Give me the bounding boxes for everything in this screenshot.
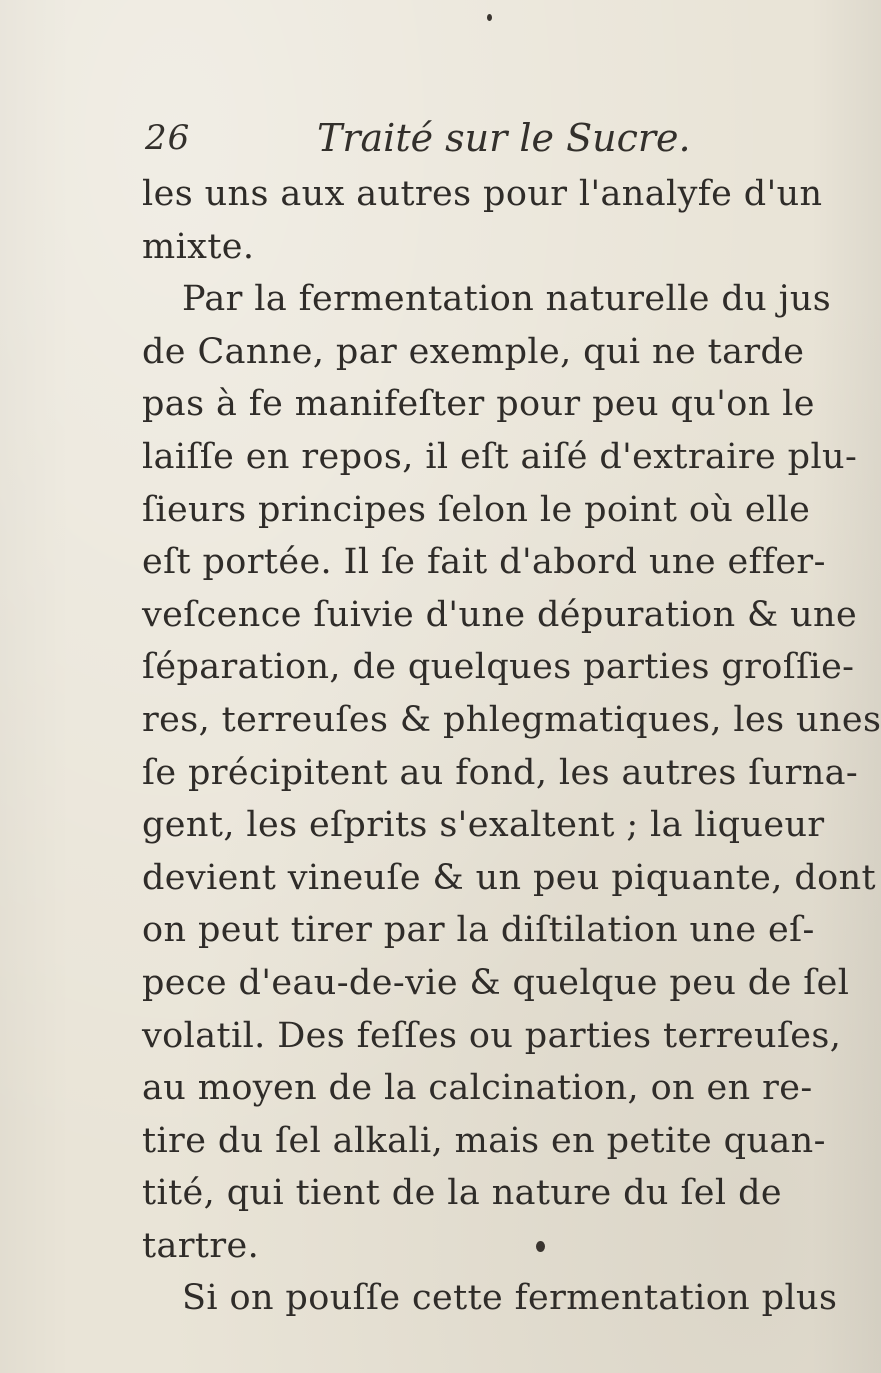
text-line: gent, les eſprits s'exaltent ; la liqueur xyxy=(142,805,825,846)
text-line: ſéparation, de quelques parties groſſie- xyxy=(142,647,855,688)
page-header xyxy=(145,112,785,168)
text-line: tartre. xyxy=(142,1225,260,1266)
text-line: res, terreuſes & phlegmatiques, les unes xyxy=(142,699,881,740)
running-title: Traité sur le Sucre. xyxy=(317,116,691,160)
text-line: veſcence ſuivie d'une dépuration & une xyxy=(142,594,858,635)
text-line: Si on pouſſe cette fermentation plus xyxy=(182,1278,838,1319)
text-line: devient vineuſe & un peu piquante, dont xyxy=(142,857,877,898)
text-line: eſt portée. Il ſe fait d'abord une effer- xyxy=(142,542,826,583)
text-line: laiſſe en repos, il eſt aiſé d'extraire plu- xyxy=(142,436,858,477)
text-line: tire du ſel alkali, mais en petite quan- xyxy=(142,1120,826,1161)
text-line: de Canne, par exemple, qui ne tarde xyxy=(142,331,805,372)
text-line: volatil. Des feſſes ou parties terreuſes, xyxy=(142,1015,842,1056)
text-line: mixte. xyxy=(142,226,255,267)
text-line: Par la fermentation naturelle du jus xyxy=(182,279,832,320)
text-line: ſieurs principes ſelon le point où elle xyxy=(142,489,811,530)
body-text xyxy=(142,168,881,1325)
text-line: pas à fe manifeſter pour peu qu'on le xyxy=(142,384,815,425)
page-number: 26 xyxy=(145,118,191,158)
ink-speck xyxy=(487,14,492,21)
text-line: tité, qui tient de la nature du ſel de xyxy=(142,1173,782,1214)
ink-speck xyxy=(536,1241,545,1252)
text-line: on peut tirer par la diſtilation une eſ- xyxy=(142,910,815,951)
text-line: pece d'eau-de-vie & quelque peu de ſel xyxy=(142,962,850,1003)
text-line: ſe précipitent au fond, les autres ſurna- xyxy=(142,752,859,793)
text-line: les uns aux autres pour l'analyfe d'un xyxy=(142,174,823,214)
text-line: au moyen de la calcination, on en re- xyxy=(142,1068,813,1109)
